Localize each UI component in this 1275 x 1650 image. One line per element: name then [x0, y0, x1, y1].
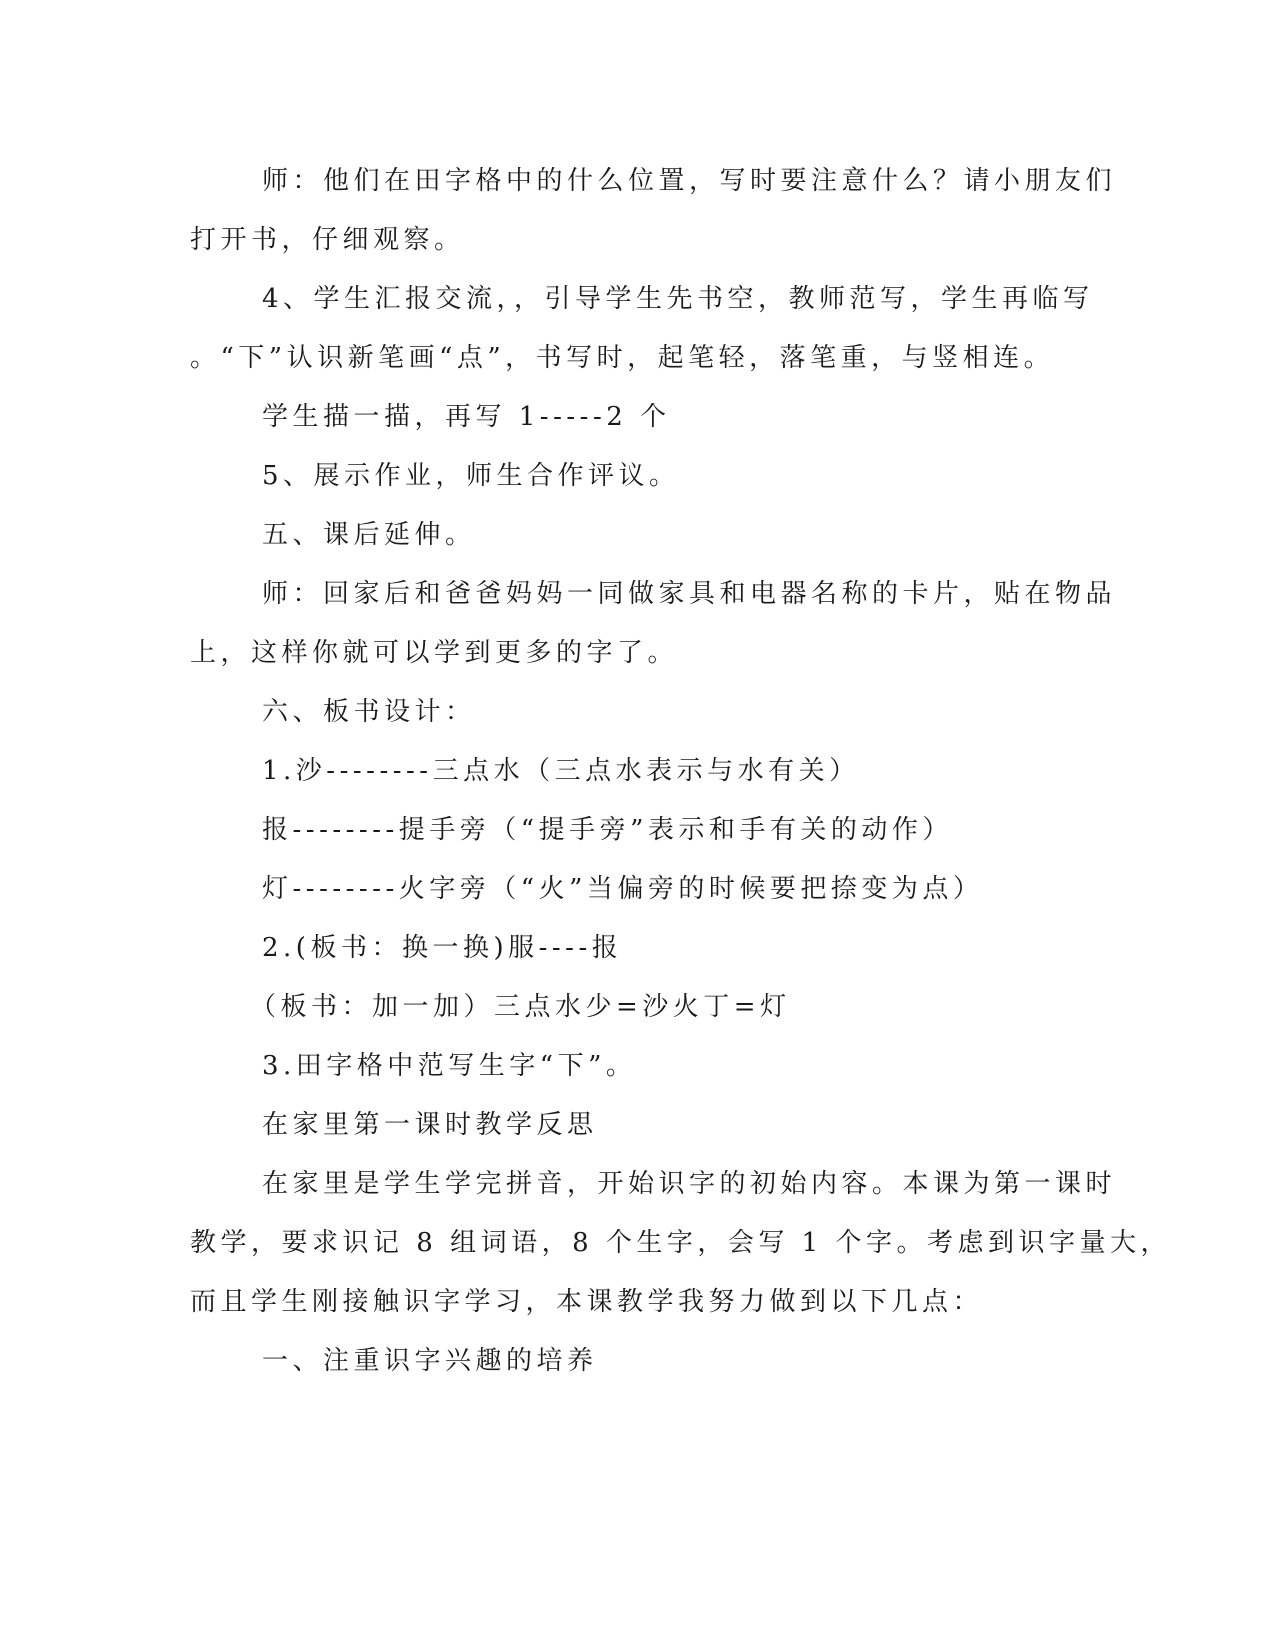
section-heading: 一、注重识字兴趣的培养	[262, 1346, 598, 1376]
paragraph-line: 5、展示作业，师生合作评议。	[262, 461, 680, 491]
paragraph-line: 师：回家后和爸爸妈妈一同做家具和电器名称的卡片，贴在物品	[262, 579, 1117, 609]
section-heading: 在家里第一课时教学反思	[262, 1110, 598, 1140]
board-line: （板书：加一加）三点水少=沙火丁=灯	[250, 992, 791, 1022]
paragraph-line: 师：他们在田字格中的什么位置，写时要注意什么？请小朋友们	[262, 166, 1117, 196]
board-line: 报--------提手旁（“提手旁”表示和手有关的动作）	[262, 815, 953, 845]
board-line: 3.田字格中范写生字“下”。	[262, 1051, 637, 1081]
paragraph-line: 而且学生刚接触识字学习，本课教学我努力做到以下几点：	[190, 1287, 984, 1317]
section-heading: 五、课后延伸。	[262, 520, 476, 550]
paragraph-line: 教学，要求识记 8 组词语，8 个生字，会写 1 个字。考虑到识字量大，	[190, 1228, 1171, 1258]
paragraph-line: 打开书，仔细观察。	[190, 225, 465, 255]
paragraph-line: 4、学生汇报交流，，引导学生先书空，教师范写，学生再临写	[262, 284, 1094, 314]
paragraph-line: 。“下”认识新笔画“点”，书写时，起笔轻，落笔重，与竖相连。	[190, 343, 1055, 373]
paragraph-line: 上，这样你就可以学到更多的字了。	[190, 638, 679, 668]
board-line: 2.(板书：换一换)服----报	[262, 933, 623, 963]
section-heading: 六、板书设计：	[262, 697, 476, 727]
paragraph-line: 学生描一描，再写 1-----2 个	[262, 402, 671, 432]
board-line: 灯--------火字旁（“火”当偏旁的时候要把捺变为点）	[262, 874, 984, 904]
paragraph-line: 在家里是学生学完拼音，开始识字的初始内容。本课为第一课时	[262, 1169, 1117, 1199]
board-line: 1.沙--------三点水（三点水表示与水有关）	[262, 756, 860, 786]
